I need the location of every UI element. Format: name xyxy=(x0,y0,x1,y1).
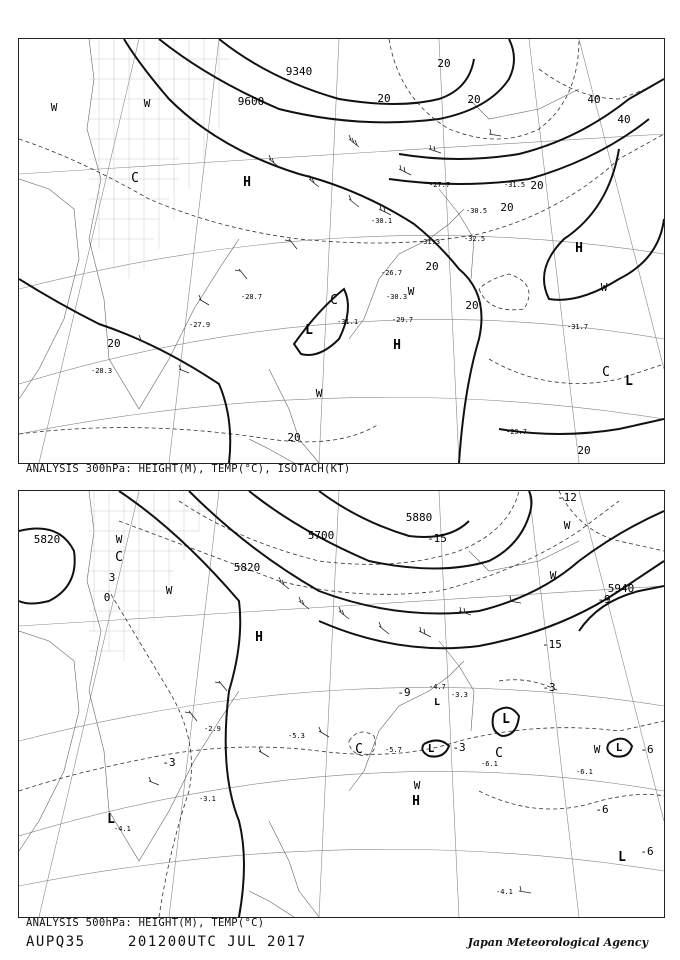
station-temp: -28.3 xyxy=(91,367,113,375)
cold-center: C xyxy=(115,550,123,565)
high-center: H xyxy=(393,338,401,353)
isotach-label: 20 xyxy=(500,201,514,214)
height-label: 5940 xyxy=(607,582,635,595)
station-temp: -31.3 xyxy=(419,238,441,246)
panel-500hpa xyxy=(18,490,665,918)
isotherm-label: -3 xyxy=(542,681,556,694)
warm-center: W xyxy=(593,743,601,756)
height-label: 9340 xyxy=(285,65,313,78)
cold-center: C xyxy=(355,742,363,757)
station-temp: -6.1 xyxy=(576,768,593,776)
caption-500hpa: ANALYSIS 500hPa: HEIGHT(M), TEMP(°C) xyxy=(26,917,265,929)
cold-center: C xyxy=(330,293,338,308)
station-temp: -27.7 xyxy=(429,181,451,189)
isotach-label: 20 xyxy=(287,431,301,444)
high-center: H xyxy=(243,175,251,190)
station-temp: -30.3 xyxy=(386,293,408,301)
isotach-label: 20 xyxy=(577,444,591,457)
warm-center: W xyxy=(413,779,421,792)
cold-center: C xyxy=(602,365,610,380)
station-temp: -30.1 xyxy=(371,217,393,225)
station-temp: -31.5 xyxy=(504,181,526,189)
low-center: L xyxy=(502,712,510,727)
warm-center: W xyxy=(407,285,415,298)
isotherm-label: -6 xyxy=(595,803,609,816)
height-label: 5880 xyxy=(405,511,433,524)
station-temp: -3.3 xyxy=(451,691,468,699)
isotherm-label: -6 xyxy=(640,845,654,858)
station-temp: -5.7 xyxy=(385,746,402,754)
station-temp: -30.5 xyxy=(466,207,488,215)
station-temp: -26.7 xyxy=(381,269,403,277)
contour-labels xyxy=(34,491,654,858)
isotherm-label: -9 xyxy=(397,686,411,699)
station-temp: -4.1 xyxy=(496,888,513,896)
graticule xyxy=(19,39,664,463)
isotach-label: 20 xyxy=(425,260,439,273)
pressure-centers xyxy=(131,171,633,389)
station-temp: -27.9 xyxy=(189,321,211,329)
map-300hpa xyxy=(19,39,664,463)
station-temp: -6.1 xyxy=(481,760,498,768)
isotach-label: 40 xyxy=(617,113,631,126)
cold-center: C xyxy=(131,171,139,186)
cold-center: C xyxy=(495,746,503,761)
high-center: H xyxy=(255,630,263,645)
panel-300hpa xyxy=(18,38,665,464)
low-center: L xyxy=(615,741,623,754)
station-temp: -29.7 xyxy=(506,428,528,436)
station-temp: -31.1 xyxy=(337,318,359,326)
agency-credit: Japan Meteorological Agency xyxy=(467,936,648,949)
high-center: H xyxy=(412,794,420,809)
warm-center: W xyxy=(165,584,173,597)
wind-barbs xyxy=(149,577,531,893)
hatched-region xyxy=(89,39,229,279)
isotherm-label: -15 xyxy=(542,638,562,651)
warm-center: W xyxy=(315,387,323,400)
map-500hpa xyxy=(19,491,664,917)
isotherm-label: -15 xyxy=(427,532,447,545)
low-center: L xyxy=(427,742,435,755)
pressure-centers xyxy=(107,550,626,865)
high-center: H xyxy=(575,241,583,256)
station-temp: -29.7 xyxy=(392,316,414,324)
station-temp: -31.7 xyxy=(567,323,589,331)
hatched-region xyxy=(89,491,209,661)
contour-labels xyxy=(107,57,630,457)
station-temp: -3.1 xyxy=(199,795,216,803)
station-temp: -28.7 xyxy=(241,293,263,301)
low-center: L xyxy=(107,812,115,827)
low-center: L xyxy=(625,374,633,389)
station-temps xyxy=(114,683,593,896)
station-temp: -4.1 xyxy=(114,825,131,833)
isotherm-label: -6 xyxy=(640,743,654,756)
station-temp: -2.9 xyxy=(204,725,221,733)
isotach-label: 20 xyxy=(467,93,481,106)
warm-center: W xyxy=(600,281,608,294)
isotach-label: 20 xyxy=(107,337,121,350)
height-label: 5820 xyxy=(33,533,61,546)
station-temp: -32.5 xyxy=(464,235,486,243)
wind-barbs xyxy=(139,129,501,373)
warm-center: W xyxy=(549,569,557,582)
height-label: 5700 xyxy=(307,529,335,542)
warm-center: W xyxy=(563,519,571,532)
valid-time: 201200UTC JUL 2017 xyxy=(128,934,307,950)
low-center: L xyxy=(305,323,313,338)
height-label: 9600 xyxy=(237,95,265,108)
low-center: L xyxy=(433,697,441,708)
isotherm-label: 0 xyxy=(103,591,111,604)
isotherm-label: -3 xyxy=(162,756,176,769)
isotherm-label: 3 xyxy=(108,571,116,584)
isotherm-label: -3 xyxy=(452,741,466,754)
isotach-label: 20 xyxy=(530,179,544,192)
warm-center: W xyxy=(143,97,151,110)
isotachs xyxy=(19,39,664,463)
isotach-label: 20 xyxy=(377,92,391,105)
coastlines xyxy=(19,491,579,917)
isotach-label: 20 xyxy=(437,57,451,70)
warm-center: W xyxy=(115,533,123,546)
warm-center: W xyxy=(50,101,58,114)
station-temp: -4.7 xyxy=(429,683,446,691)
isotherm-label: -12 xyxy=(557,491,577,504)
isotach-label: 40 xyxy=(587,93,601,106)
low-center: L xyxy=(618,850,626,865)
isotherm-label: -9 xyxy=(597,593,611,606)
isotach-label: 20 xyxy=(465,299,479,312)
height-label: 5820 xyxy=(233,561,261,574)
station-temp: -5.3 xyxy=(288,732,305,740)
caption-300hpa: ANALYSIS 300hPa: HEIGHT(M), TEMP(°C), ISOTACH(KT) xyxy=(26,463,351,475)
product-code: AUPQ35 xyxy=(26,934,86,950)
